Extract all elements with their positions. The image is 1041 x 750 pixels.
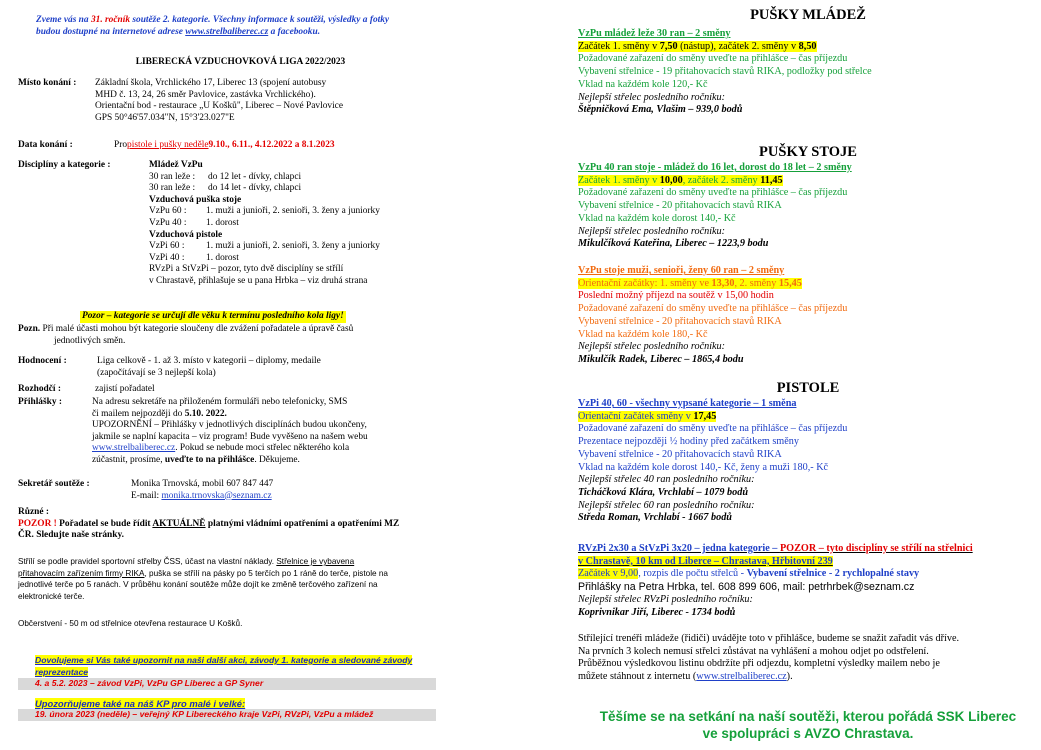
heading-pistol: PISTOLE <box>776 380 840 396</box>
invitation: Zveme vás na 31. ročník soutěže 2. kategorie. Všechny informace k soutěži, výsledky a fotky budou dostupné na internetové adrese www.strelbaliberec.cz a facebooku. <box>36 15 390 37</box>
pistol-block: VzPi 40, 60 - všechny vypsané kategorie – 1 směna Orientační začátek směny v 17,45 Požadované zařazení do směny uveďte na přihlášce – čas příjezdu Prezentace nejpozději ½ hodiny před začátkem směny Vybavení střelnice - 20 přitahovacích stavů RIKA Vklad na každém kole dorost 140,- Kč, ženy a muži 180,- Kč Nejlepší střelec 40 ran posledního ročníku: Ticháčková Klára, Vrchlabí – 1079 bodů Nejlepší střelec 60 ran posledního ročníku: Středa Roman, Vrchlabí - 1667 bodů <box>578 398 848 524</box>
rifle-youth-block: VzPu 40 ran stoje - mládež do 16 let, dorost do 18 let – 2 směny Začátek 1. směny v 10,00, začátek 2. směny 11,45 Požadované zařazení do směny uveďte na přihlášce – čas příjezdu Vybavení střelnice - 20 přitahovacích stavů RIKA Vklad na každém kole dorost 140,- Kč Nejlepší střelec posledního ročníku: Mikulčíková Kateřina, Liberec – 1223,9 bodu <box>578 162 852 250</box>
dates-link[interactable]: pistole i pušky neděle <box>127 140 209 150</box>
evaluation-block: Hodnocení : Liga celkově - 1. až 3. místo v kategorii – diplomy, medaile (započítávají se 3 nejlepší kola) <box>18 356 321 378</box>
misc-block: Různé : POZOR ! Pořadatel se bude řídit AKTUÁLNĚ platnými vládními opatřeními a opatřeními MZ ČR. Sledujte naše stránky. <box>18 507 400 541</box>
promo-block: Dovolujeme si Vás také upozornit na naši další akci, závody 1. kategorie a sledované závody reprezentace 4. a 5.2. 2023 – závod VzPi, VzPu GP Liberec a GP Syner Upozorňujeme také na náš KP pro malé i velké: 19. února 2023 (neděle) – veřejný KP Libereckého kraje VzPi, RVzPi, VzPu a mládež <box>18 655 546 721</box>
note-block: Pozn. Při malé účasti mohou být kategorie sloučeny dle zvážení pořadatele a úpravě časů jednotlivých směn. <box>18 324 354 346</box>
secretary-email-link[interactable]: monika.trnovska@seznam.cz <box>161 490 272 501</box>
heading-youth: PUŠKY MLÁDEŽ <box>750 7 866 23</box>
rapid-pistol-block: RVzPi 2x30 a StVzPi 3x20 – jedna kategorie – POZOR – tyto disciplíny se střílí na střelnici v Chrastavě, 10 km od Liberce – Chrastava, Hřbitovní 239 Začátek v 9,00, rozpis dle počtu střelců - Vybavení střelnice - 2 rychlopalné stavy Přihlášky na Petra Hrbka, tel. 608 899 606, mail: petrhrbek@seznam.cz Nejlepší střelec RVzPi posledního ročníku: Koprivnikar Jiří, Liberec - 1734 bodů <box>578 543 973 618</box>
category-warning: Pozor – kategorie se určují dle věku k termínu posledního kola ligy! <box>82 311 344 321</box>
venue-block: Místo konání : Základní škola, Vrchlického 17, Liberec 13 (spojení autobusy MHD č. 13, 24, 26 směr Pavlovice, zastávka Vrchlického). Orientační bod - restaurace „U Košků", Liberec – Nové Pavlovice GPS 50°46'57.034"N, 15°3'23.027"E <box>18 78 344 123</box>
closing-message: Těšíme se na setkání na naší soutěži, kterou pořádá SSK Liberec ve spolupráci s AVZO Chrastava. <box>599 709 1017 741</box>
secretary-block: Sekretář soutěže : Monika Trnovská, mobil 607 847 447 E-mail: monika.trnovska@seznam.cz <box>18 479 274 501</box>
dates-block: Data konání : Pro pistole i pušky neděle 9.10., 6.11., 4.12.2022 a 8.1.2023 <box>18 140 335 150</box>
rules-block: Střílí se podle pravidel sportovní střelby ČSS, účast na vlastní náklady. Střelnice je vybavena přitahovacím zařízením firmy RIKA, puška se střílí na pásky po 5 terčích po 1 ráně do terče, pistole na jednotlivé terče po 5 ranách. V průběhu konání soutěže může dojít ke změně terčového zařízení na elektronické terče. <box>18 557 388 601</box>
website-link-3[interactable]: www.strelbaliberec.cz <box>696 671 787 683</box>
refreshment-note: Občerstvení - 50 m od střelnice otevřena restaurace U Košků. <box>18 619 243 628</box>
notes-block: Střílející trenéři mládeže (řidiči) uvádějte toto v přihlášce, budeme se snažit zařadit vás dříve. Na prvních 3 kolech nemusí střelci zůstávat na vyhlášení a mohou odjet po odstřelení. Průběžnou výsledkovou listinu obdržíte při odjezdu, kompletní výsledky mailem nebo je můžete stáhnout z internetu (www.strelbaliberec.cz). <box>578 633 960 683</box>
judge-block: Rozhodčí : zajistí pořadatel <box>18 384 155 394</box>
youth-block: VzPu mládež leže 30 ran – 2 směny Začátek 1. směny v 7,50 (nástup), začátek 2. směny v 8,50 Požadované zařazení do směny uveďte na přihlášce – čas příjezdu Vybavení střelnice - 19 přitahovacích stavů RIKA, podložky pod střelce Vklad na každém kole 120,- Kč Nejlepší střelec posledního ročníku: Štěpničková Ema, Vlašim – 939,0 bodů <box>578 28 872 116</box>
website-link[interactable]: www.strelbaliberec.cz <box>185 27 269 37</box>
website-link-2[interactable]: www.strelbaliberec.cz <box>92 443 176 454</box>
league-title: LIBERECKÁ VZDUCHOVKOVÁ LIGA 2022/2023 <box>135 57 346 67</box>
rifle-adult-block: VzPu stoje muži, senioři, ženy 60 ran – 2 směny Orientační začátky: 1. směny ve 13,30, 2. směny 15,45 Poslední možný příjezd na soutěž v 15,00 hodin Požadované zařazení do směny uveďte na přihlášce – čas příjezdu Vybavení střelnice - 20 přitahovacích stavů RIKA Vklad na každém kole 180,- Kč Nejlepší střelec posledního ročníku: Mikulčík Radek, Liberec – 1865,4 bodu <box>578 265 848 365</box>
heading-rifle: PUŠKY STOJE <box>759 144 857 160</box>
